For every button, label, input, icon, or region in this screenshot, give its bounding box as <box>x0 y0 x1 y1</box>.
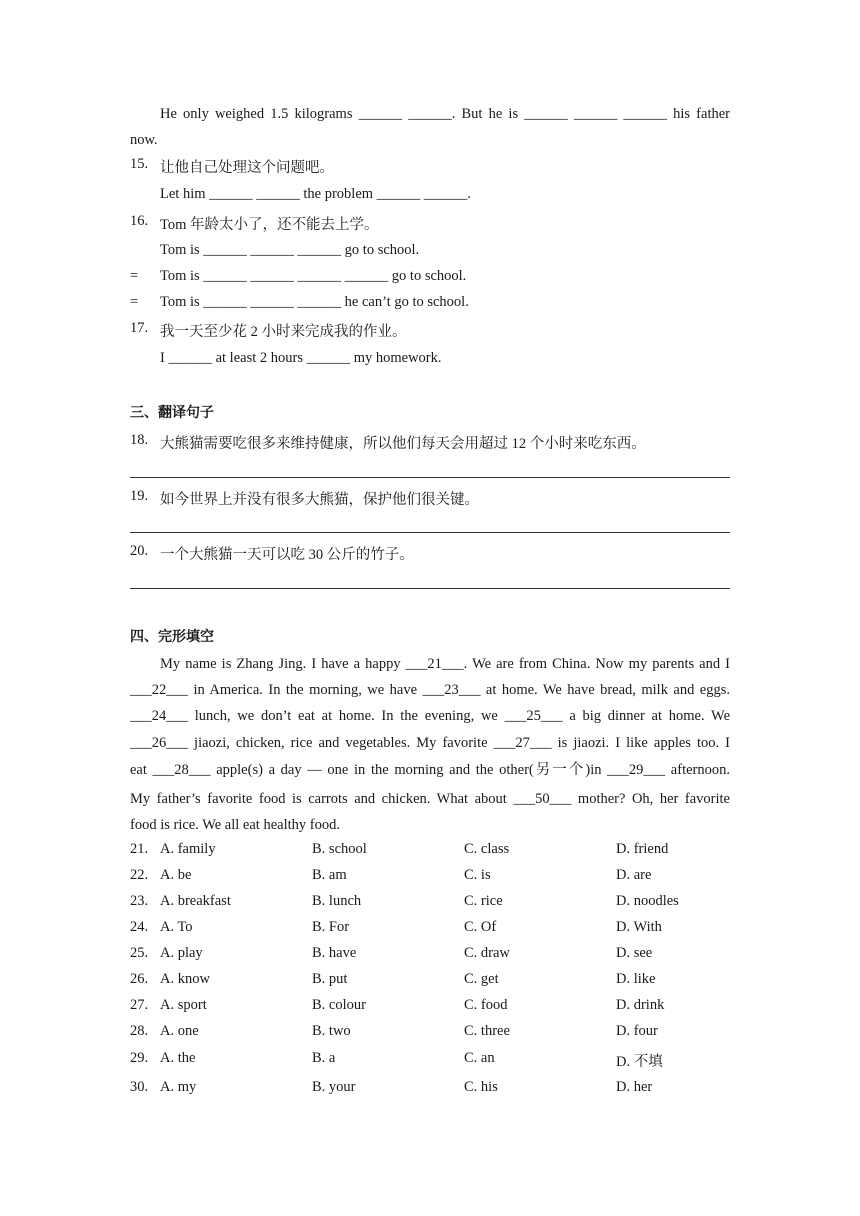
q14-line2: now. <box>130 132 158 148</box>
q20-chinese: 一个大熊猫一天可以吃 30 公斤的竹子。 <box>160 547 414 563</box>
equals-sign: = <box>130 294 139 310</box>
q18-chinese: 大熊猫需要吃很多来维持健康，所以他们每天会用超过 12 个小时来吃东西。 <box>160 436 646 452</box>
option-d[interactable]: D. 不填 <box>616 1054 663 1070</box>
question-number: 29. <box>130 1050 149 1066</box>
option-b[interactable]: B. have <box>312 945 357 961</box>
option-b[interactable]: B. school <box>312 841 367 857</box>
q20-number: 20. <box>130 543 149 559</box>
option-c[interactable]: C. food <box>464 997 508 1013</box>
options-row-29 <box>130 1050 730 1072</box>
question-number: 21. <box>130 841 149 857</box>
option-d[interactable]: D. her <box>616 1079 653 1095</box>
option-a[interactable]: A. To <box>160 919 193 935</box>
option-b[interactable]: B. put <box>312 971 348 987</box>
option-d[interactable]: D. With <box>616 919 662 935</box>
q15-chinese: 让他自己处理这个问题吧。 <box>160 160 334 176</box>
passage-line-1: My name is Zhang Jing. I have a happy ___21___. We are from China. Now my parents and I <box>160 656 730 672</box>
option-d[interactable]: D. friend <box>616 841 669 857</box>
q16-english-1: Tom is ______ ______ ______ go to school. <box>160 242 420 258</box>
option-a[interactable]: A. the <box>160 1050 196 1066</box>
answer-line[interactable] <box>130 588 730 589</box>
option-b[interactable]: B. two <box>312 1023 351 1039</box>
question-number: 26. <box>130 971 149 987</box>
option-a[interactable]: A. family <box>160 841 216 857</box>
question-number: 28. <box>130 1023 149 1039</box>
option-c[interactable]: C. get <box>464 971 499 987</box>
q16-english-2: Tom is ______ ______ ______ ______ go to school. <box>160 268 467 284</box>
options-row-24 <box>130 919 730 941</box>
option-a[interactable]: A. play <box>160 945 203 961</box>
passage-line-3: ___24___ lunch, we don’t eat at home. In the evening, we ___25___ a big dinner at home. We <box>130 708 730 724</box>
option-b[interactable]: B. lunch <box>312 893 362 909</box>
question-number: 30. <box>130 1079 149 1095</box>
options-row-23 <box>130 893 730 915</box>
section4-heading: 四、完形填空 <box>130 629 214 645</box>
section3-heading: 三、翻译句子 <box>130 405 214 421</box>
equals-sign: = <box>130 268 139 284</box>
q16-english-3: Tom is ______ ______ ______ he can’t go to school. <box>160 294 469 310</box>
passage-line-6: My father’s favorite food is carrots and chicken. What about ___50___ mother? Oh, her favorite <box>130 791 730 807</box>
question-number: 25. <box>130 945 149 961</box>
question-number: 23. <box>130 893 149 909</box>
q17-chinese: 我一天至少花 2 小时来完成我的作业。 <box>160 324 407 340</box>
passage-line-7: food is rice. We all eat healthy food. <box>130 817 340 833</box>
option-b[interactable]: B. colour <box>312 997 366 1013</box>
option-a[interactable]: A. be <box>160 867 192 883</box>
option-a[interactable]: A. sport <box>160 997 207 1013</box>
q15-english: Let him ______ ______ the problem ______ ______. <box>160 186 471 202</box>
option-a[interactable]: A. breakfast <box>160 893 231 909</box>
q17-number: 17. <box>130 320 149 336</box>
q18-number: 18. <box>130 432 149 448</box>
q19-chinese: 如今世界上并没有很多大熊猫，保护他们很关键。 <box>160 492 479 508</box>
answer-line[interactable] <box>130 477 730 478</box>
answer-line[interactable] <box>130 532 730 533</box>
option-c[interactable]: C. is <box>464 867 491 883</box>
q16-number: 16. <box>130 213 149 229</box>
q19-number: 19. <box>130 488 149 504</box>
option-b[interactable]: B. For <box>312 919 350 935</box>
options-row-26 <box>130 971 730 993</box>
q14-line1: He only weighed 1.5 kilograms ______ ______. But he is ______ ______ ______ his father <box>160 106 730 122</box>
option-a[interactable]: A. my <box>160 1079 197 1095</box>
question-number: 22. <box>130 867 149 883</box>
option-b[interactable]: B. your <box>312 1079 356 1095</box>
option-c[interactable]: C. class <box>464 841 510 857</box>
option-c[interactable]: C. three <box>464 1023 510 1039</box>
options-row-21 <box>130 841 730 863</box>
option-d[interactable]: D. see <box>616 945 653 961</box>
option-c[interactable]: C. an <box>464 1050 495 1066</box>
question-number: 24. <box>130 919 149 935</box>
options-row-30 <box>130 1079 730 1101</box>
q15-number: 15. <box>130 156 149 172</box>
option-d[interactable]: D. are <box>616 867 652 883</box>
option-c[interactable]: C. rice <box>464 893 503 909</box>
option-a[interactable]: A. know <box>160 971 210 987</box>
passage-line-5: eat ___28___ apple(s) a day — one in the morning and the other(另一个)in ___29___ afternoon. <box>130 762 730 778</box>
options-row-27 <box>130 997 730 1019</box>
question-number: 27. <box>130 997 149 1013</box>
option-a[interactable]: A. one <box>160 1023 199 1039</box>
options-row-22 <box>130 867 730 889</box>
passage-line-4: ___26___ jiaozi, chicken, rice and vegetables. My favorite ___27___ is jiaozi. I like apples too. I <box>130 735 730 751</box>
option-d[interactable]: D. noodles <box>616 893 679 909</box>
option-c[interactable]: C. his <box>464 1079 498 1095</box>
option-d[interactable]: D. drink <box>616 997 665 1013</box>
option-b[interactable]: B. am <box>312 867 347 883</box>
q16-chinese: Tom 年龄太小了，还不能去上学。 <box>160 217 379 233</box>
option-b[interactable]: B. a <box>312 1050 336 1066</box>
option-c[interactable]: C. draw <box>464 945 510 961</box>
option-d[interactable]: D. like <box>616 971 656 987</box>
option-c[interactable]: C. Of <box>464 919 497 935</box>
options-row-25 <box>130 945 730 967</box>
option-d[interactable]: D. four <box>616 1023 658 1039</box>
q17-english: I ______ at least 2 hours ______ my homework. <box>160 350 442 366</box>
options-row-28 <box>130 1023 730 1045</box>
passage-line-2: ___22___ in America. In the morning, we have ___23___ at home. We have bread, milk and eggs. <box>130 682 730 698</box>
